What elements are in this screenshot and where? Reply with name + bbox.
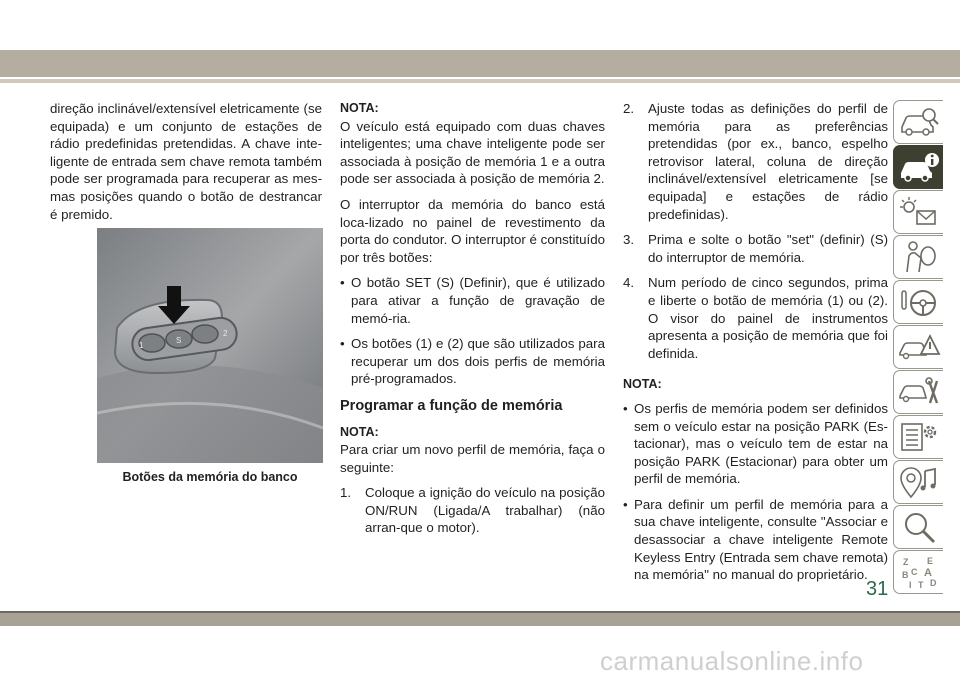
bullet-item [623,496,888,584]
bullet-item [340,335,605,388]
tab-index[interactable] [893,550,943,594]
note-text: Para criar um novo perfil de memória, faça o seguinte: [340,442,605,475]
bullet-text: Os perfis de memória podem ser definidos sem o veículo estar na posição PARK (Es-tacionar), mas o veículo tem de estar na posição PARK (Estacionar) para obter um perfil de memória. [634,400,888,487]
note-label: NOTA: [623,377,662,392]
step-text: Coloque a ignição do veículo na posição ON/RUN (Ligada/A trabalhar) (não arran-que o motor). [365,485,605,536]
bullet-text: O botão SET (S) (Definir), que é utilizado para ativar a função de gravação de memó-ria. [351,275,605,326]
memory-button-set-label: S [176,336,182,345]
bullet-text: Para definir um perfil de memória para a sua chave inteligente, consulte "Associar e desassociar a chave inteligente Remote Keyless Entry (Entrada sem chave remota) na memória" no manual do proprietário. [634,496,888,583]
seat-memory-illustration [97,228,323,463]
section-heading: Programar a função de memória [340,397,563,414]
warning-light-message-icon [897,193,941,231]
column-3 [623,100,888,592]
bullet-marker: • [340,336,345,352]
column-2 [340,100,605,545]
bullet-marker: • [623,400,628,416]
bottom-band [0,613,960,626]
car-info-icon [897,148,941,186]
step-text: Num período de cinco segundos, prima e liberte o botão de memória (1) ou (2). O visor do painel de instrumentos apresenta a posição de memória que foi definida. [648,275,888,361]
magnifier-icon [897,508,941,546]
top-band [0,50,960,77]
tab-getting-started[interactable] [893,145,943,189]
index-letter-e: E [926,556,933,566]
index-letter-a: A [923,567,932,579]
step-number: 3. [623,232,635,248]
tab-getting-to-know-vehicle[interactable] [893,100,943,144]
step-item [623,274,888,362]
bullet-text: Os botões (1) e (2) que são utilizados para recuperar um dos dois perfis de memória pré-programados. [351,336,605,387]
tab-customer-assistance[interactable] [893,505,943,549]
car-warning-triangle-icon [897,328,941,366]
memory-button-1-label: 1 [139,341,144,350]
note-label: NOTA: [340,101,379,115]
watermark-text: carmanualsonline.info [600,646,864,676]
bullet-item [340,274,605,327]
column2-paragraph: O interruptor da memória do banco está loca-lizado no painel de revestimento da porta do condutor. O interruptor é constituído por três botões: [340,196,605,265]
tab-instrument-cluster[interactable] [893,190,943,234]
note-text: O veículo está equipado com duas chaves inteligentes; uma chave inteligente pode ser associada à posição de memória 1 e a outra pode ser associada à posição de memória 2. [340,118,605,187]
seat-memory-photo [97,228,323,463]
bullet-marker: • [340,275,345,291]
step-number: 1. [340,485,352,501]
note-label: NOTA: [340,424,379,439]
step-item [623,231,888,266]
index-letter-d: D [929,578,936,588]
memory-button-2-label: 2 [223,329,228,338]
step-number: 2. [623,101,635,116]
step-item [623,100,888,223]
tab-technical-specifications[interactable] [893,415,943,459]
car-wrench-icon [897,373,941,411]
steering-wheel-icon [897,283,941,321]
index-letter-i: I [908,580,912,590]
index-letter-c: C [910,567,917,577]
car-search-icon [897,103,941,141]
tab-servicing-maintenance[interactable] [893,370,943,414]
page-number: 31 [866,578,889,600]
step-text: Prima e solte o botão "set" (definir) (S) do interruptor de memória. [648,232,888,265]
tab-starting-operating[interactable] [893,280,943,324]
top-band-line [0,79,960,83]
bullet-marker: • [623,496,628,512]
index-letter-b: B [901,570,908,580]
tab-in-case-of-emergency[interactable] [893,325,943,369]
music-location-icon [897,463,941,501]
column1-paragraph: direção inclinável/extensível eletricamente (se equipada) e um conjunto de estações de rádio predefinidas pretendidas. A chave inte-ligente de entrada sem chave remota também pode ser programada para recuperar as mes-mas posições quando o botão de destrancar é premido. [50,101,322,222]
list-gear-icon [897,418,941,456]
tab-safety[interactable] [893,235,943,279]
figure-caption: Botões da memória do banco [122,470,298,484]
index-letter-z: Z [902,557,908,567]
alphabet-index-icon [897,553,941,591]
airbag-person-icon [897,238,941,276]
step-number: 4. [623,275,635,291]
index-letter-t: T [917,580,923,590]
bullet-item [623,400,888,488]
step-item [340,484,605,537]
step-text: Ajuste todas as definições do perfil de memória para as preferências pretendidas (por ex., banco, espelho retrovisor lateral, coluna de direção inclinável/extensível eletricamente [se equipada] e estações de rádio predefinidas). [648,101,888,222]
tab-multimedia[interactable] [893,460,943,504]
column-1 [50,100,322,231]
